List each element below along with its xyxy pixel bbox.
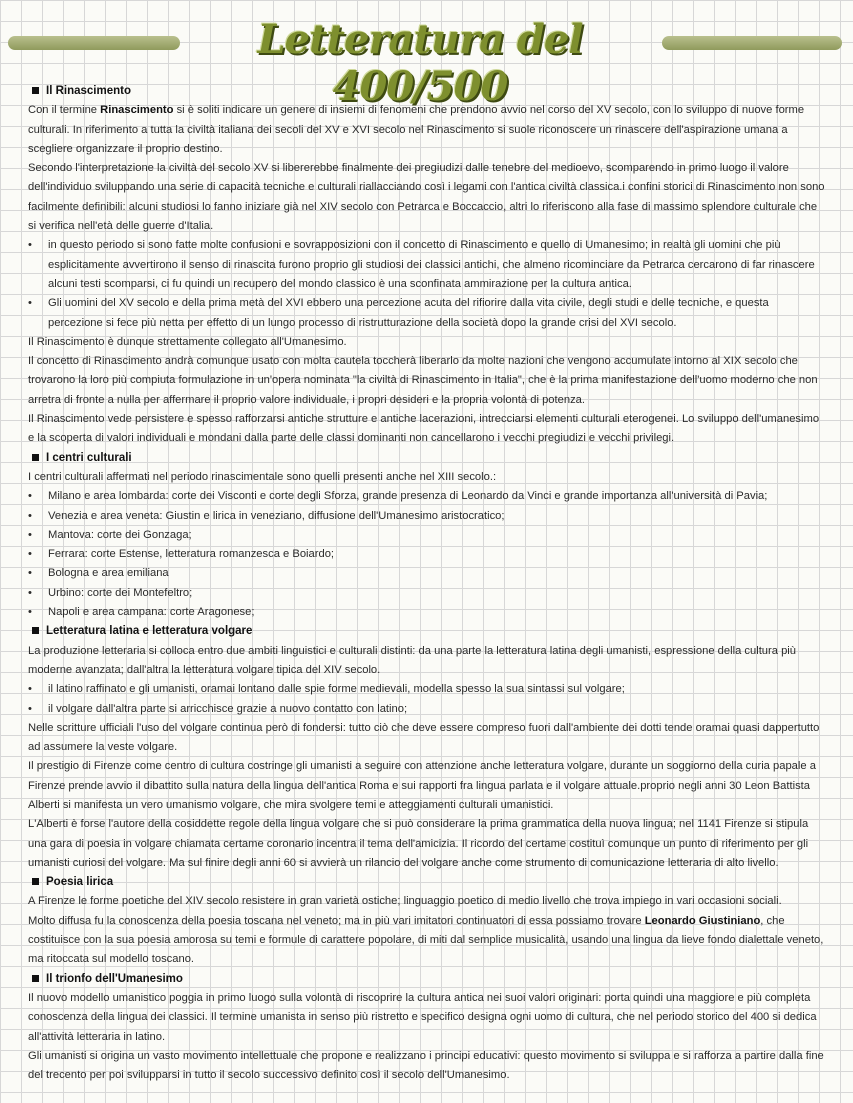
paragraph: Il concetto di Rinascimento andrà comunque usato con molta cautela toccherà liberarlo da molte nazioni che vengono accumulate intorno al XIX secolo che trovarono la loro più compiuta formulazione in un'opera nominata "la civiltà di Rinascimento in Italia", che è la prima manifestazione dell'uomo moderno che non arretra di fronte a nulla per affermare il proprio valore individuale, i propri desideri e la propria volontà di potenza. [28, 355, 818, 406]
list-item: • Venezia e area veneta: Giustin e lirica in veneziano, diffusione dell'Umanesimo aristocratico; [28, 507, 826, 526]
paragraph: A Firenze le forme poetiche del XIV secolo resistere in gran varietà ostiche; linguaggio poetico di medio livello che trova impiego in vari occasioni sociali. [28, 895, 782, 908]
list-item: • Gli uomini del XV secolo e della prima metà del XVI ebbero una percezione acuta del rifiorire dalla vita civile, degli studi e delle tecniche, e questa percezione si fece più netta per effetto di un lungo processo di ristrutturazione della società dopo la grande crisi del XVI secolo. [28, 294, 826, 333]
square-bullet-icon [32, 878, 39, 885]
list-item: • il latino raffinato e gli umanisti, oramai lontano dalle spie forme medievali, modella spesso la sua sintassi sul volgare; [28, 680, 826, 699]
section-heading-centri: I centri culturali [28, 449, 826, 468]
paragraph: Il prestigio di Firenze come centro di cultura costringe gli umanisti a seguire con attenzione anche letteratura volgare, durante un soggiorno della curia papale a Firenze prende avvio il dibattito sulla natura della lingua dell'antica Roma e sui rapporti fra lingua parlata e il volgare attuale.proprio negli anni 30 Leon Battista Alberti si manifesta un vero umanismo volgare, che mira svolgere temi e atteggiamenti culturali umanistici. [28, 760, 816, 811]
page-title: Letteratura del 400/500 [257, 16, 583, 110]
list-item: • il volgare dall'altra parte si arricchisce grazie a nuovo contatto con latino; [28, 700, 826, 719]
document-body [28, 82, 826, 1085]
paragraph: La produzione letteraria si colloca entro due ambiti linguistici e culturali distinti: da una parte la letteratura latina degli umanisti, espressione della cultura più moderne avanzata; dall'altra la letteratura volgare tipica del XIV secolo. [28, 644, 797, 676]
bullet-list [28, 487, 826, 622]
square-bullet-icon [32, 87, 39, 94]
square-bullet-icon [32, 975, 39, 982]
list-item: • in questo periodo si sono fatte molte confusioni e sovrapposizioni con il concetto di Rinascimento e quello di Umanesimo; in realtà gli uomini che più esplicitamente avvertirono il senso di rinascita furono proprio gli studiosi dei classici antichi, che almeno ricominciare da Petrarca cercarono di far rinascere alcuni testi scomparsi, ci fu quindi un recupero del mondo classico è una sconfinata ammirazione per la cultura antica. [28, 236, 826, 294]
paragraph: Molto diffusa fu la conoscenza della poesia toscana nel veneto; ma in più vari imitatori continuatori di essa possiamo trovare Leonardo Giustiniano, che costituisce con la sua poesia amorosa su temi e formule di carattere popolare, di miti dal semplice musicalità, usando una lingua da lieve fondo dialettale veneto, ma ritoccata sul modello toscano. [28, 914, 824, 966]
paragraph: Gli umanisti si origina un vasto movimento intellettuale che propone e realizzano i principi educativi: questo movimento si sviluppa e si rafforza a partire dalla fine del trecento per poi svilupparsi in tutto il secolo successivo definito così il secolo dell'Umanesimo. [28, 1049, 824, 1082]
paragraph: I centri culturali affermati nel periodo rinascimentale sono quelli presenti anche nel XIII secolo.: [28, 470, 497, 483]
bullet-list [28, 236, 826, 332]
square-bullet-icon [32, 627, 39, 634]
section-heading-poesia: Poesia lirica [28, 873, 826, 892]
decorative-bar-left [8, 36, 180, 50]
paragraph: Il Rinascimento è dunque strettamente collegato all'Umanesimo. [28, 335, 347, 348]
paragraph: Con il termine Rinascimento si è soliti indicare un genere di insiemi di fenomeni che prendono avvio nel corso del XV secolo, con lo sviluppo di nuove forme culturali. In riferimento a tutta la civiltà italiana dei secoli del XV e XVI secolo nel Rinascimento si suole riconoscere un rinascere dell'aspirazione umana a scegliere organizzare il proprio destino. [28, 104, 805, 155]
paragraph: L'Alberti è forse l'autore della cosiddette regole della lingua volgare che si può considerare la prima grammatica della nuova lingua; nel 1141 Firenze si stipula una gara di poesia in volgare chiamata certame coronario incentra il tema dell'amicizia. Il ricordo del certame costituì comunque un punto di riferimento per gli umanisti curiosi del volgare. Ma sul finire degli anni 60 si avvierà un rilancio del volgare anche come strumento di comunicazione letteraria di alto livello. [28, 818, 809, 869]
section-heading-rinascimento: Il Rinascimento [28, 82, 826, 101]
list-item: • Napoli e area campana: corte Aragonese; [28, 603, 826, 622]
bullet-list [28, 680, 826, 719]
list-item: • Ferrara: corte Estense, letteratura romanzesca e Boiardo; [28, 545, 826, 564]
paragraph: Il nuovo modello umanistico poggia in primo luogo sulla volontà di riscoprire la cultura antica nei suoi valori originari: porta quindi una maggiore e più completa conoscenza della lingua dei classici. Il termine umanista in senso più ristretto e specifico designa ogni uomo di cultura, che nel periodo storico del 400 si dedica all'attività letteraria in latino. [28, 991, 817, 1043]
list-item: • Urbino: corte dei Montefeltro; [28, 584, 826, 603]
list-item: • Milano e area lombarda: corte dei Visconti e corte degli Sforza, grande presenza di Leonardo da Vinci e grande importanza all'università di Pavia; [28, 487, 826, 506]
paragraph: Nelle scritture ufficiali l'uso del volgare continua però di fondersi: tutto ciò che deve essere compreso fuori dall'ambiente dei dotti tende oramai quasi dappertutto ad assumere la veste volgare. [28, 721, 820, 754]
paragraph: Secondo l'interpretazione la civiltà del secolo XV si libererebbe finalmente dei pregiudizi dalle tenebre del medioevo, scomparendo in primo luogo il valore dell'individuo sviluppando una serie di capacità tecniche e culturali riallacciando così i legami con l'antica civiltà classica.i confini storici di Rinascimento non sono facilmente definibili: alcuni studiosi lo fanno iniziare già nel XIV secolo con Petrarca e Boccaccio, altri lo riferiscono alla fase di massimo splendore culturale che si verifica nell'età delle guerre d'Italia. [28, 162, 825, 233]
section-heading-trionfo: Il trionfo dell'Umanesimo [28, 970, 826, 989]
square-bullet-icon [32, 454, 39, 461]
paragraph: Il Rinascimento vede persistere e spesso rafforzarsi antiche strutture e antiche lacerazioni, intrecciarsi elementi culturali eterogenei. Lo sviluppo dell'umanesimo e la scoperta di valori individuali e mondani dalla parte delle classi dominanti non cancellarono i vecchi pregiudizi e vecchi privilegi. [28, 413, 820, 445]
section-heading-latina: Letteratura latina e letteratura volgare [28, 622, 826, 641]
list-item: • Bologna e area emiliana [28, 564, 826, 583]
decorative-bar-right [662, 36, 842, 50]
list-item: • Mantova: corte dei Gonzaga; [28, 526, 826, 545]
